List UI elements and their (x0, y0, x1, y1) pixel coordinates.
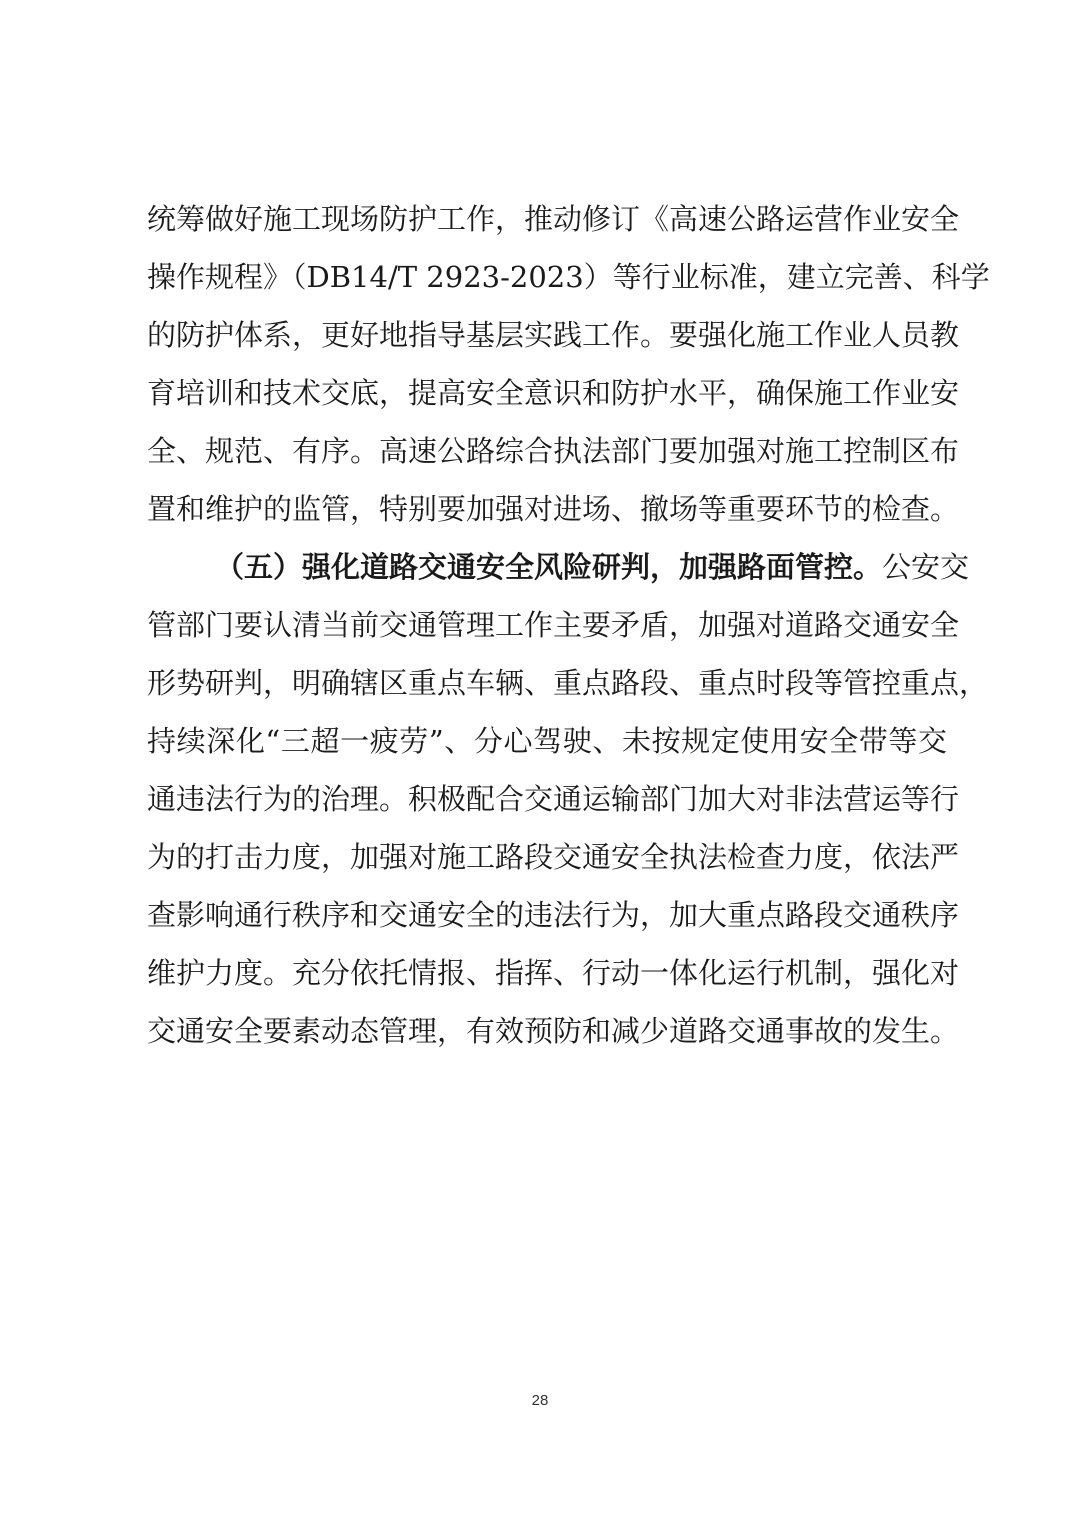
text-line: 持续深化“三超一疲劳”、分心驾驶、未按规定使用安全带等交 (147, 724, 947, 758)
section-heading-line (147, 538, 970, 596)
text-line: 为的打击力度，加强对施工路段交通安全执法检查力度，依法严 (147, 840, 960, 874)
heading-line-continuation: 公安交 (882, 550, 970, 584)
text-line: 交通安全要素动态管理，有效预防和减少道路交通事故的发生。 (147, 1014, 960, 1048)
text-line: 的防护体系，更好地指导基层实践工作。要强化施工作业人员教 (147, 318, 960, 352)
text-line: 全、规范、有序。高速公路综合执法部门要加强对施工控制区布 (147, 434, 960, 468)
text-line: 育培训和技术交底，提高安全意识和防护水平，确保施工作业安 (147, 376, 960, 410)
text-line: 通违法行为的治理。积极配合交通运输部门加大对非法营运等行 (147, 782, 960, 816)
section-heading: （五）强化道路交通安全风险研判，加强路面管控。 (215, 550, 883, 584)
text-line: 管部门要认清当前交通管理工作主要矛盾，加强对道路交通安全 (147, 608, 960, 642)
paragraph-1 (147, 190, 990, 538)
text-line: 操作规程》（DB14/T 2923-2023）等行业标准，建立完善、科学 (147, 260, 990, 294)
text-line: 形势研判，明确辖区重点车辆、重点路段、重点时段等管控重点， (147, 666, 989, 700)
text-line: 维护力度。充分依托情报、指挥、行动一体化运行机制，强化对 (147, 956, 960, 990)
text-line: 统筹做好施工现场防护工作，推动修订《高速公路运营作业安全 (147, 202, 960, 236)
paragraph-2 (147, 538, 989, 1060)
text-line: 置和维护的监管，特别要加强对进场、撤场等重要环节的检查。 (147, 492, 960, 526)
text-line: 查影响通行秩序和交通安全的违法行为，加大重点路段交通秩序 (147, 898, 960, 932)
page-number: 28 (531, 1392, 549, 1409)
body-text (147, 190, 990, 1060)
